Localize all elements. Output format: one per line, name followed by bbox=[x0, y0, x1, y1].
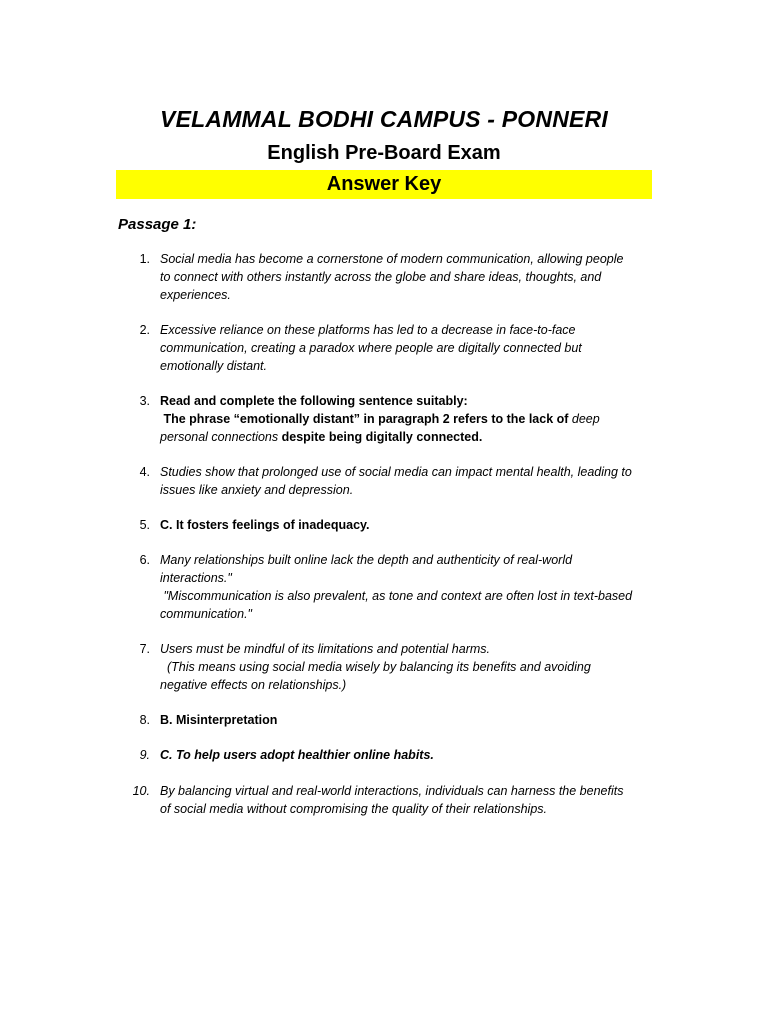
answer-text bbox=[160, 321, 660, 375]
answer-line: (This means using social media wisely by balancing its benefits and avoiding bbox=[160, 660, 591, 674]
answer-sentence-end: despite being digitally connected. bbox=[278, 430, 483, 444]
answer-number: 6. bbox=[139, 553, 150, 567]
answer-number: 4. bbox=[139, 465, 150, 479]
answer-key-banner: Answer Key bbox=[116, 170, 652, 199]
answer-number: 9. bbox=[139, 748, 150, 762]
answer-text bbox=[160, 516, 660, 534]
answer-line: Social media has become a cornerstone of modern communication, allowing people bbox=[160, 252, 624, 266]
answer-line: "Miscommunication is also prevalent, as tone and context are often lost in text-based bbox=[160, 589, 633, 603]
answer-line: C. It fosters feelings of inadequacy. bbox=[160, 518, 370, 532]
answer-text bbox=[160, 551, 660, 623]
answer-text bbox=[160, 711, 660, 729]
answer-line: By balancing virtual and real-world interactions, individuals can harness the benefits bbox=[160, 784, 624, 798]
answer-text bbox=[160, 746, 660, 764]
answer-number: 10. bbox=[132, 784, 150, 798]
answer-line: emotionally distant. bbox=[160, 359, 268, 373]
answer-text bbox=[160, 640, 660, 694]
answer-line: Many relationships built online lack the depth and authenticity of real-world bbox=[160, 553, 573, 567]
exam-title: English Pre-Board Exam bbox=[267, 142, 501, 164]
answer-sentence-start: The phrase “emotionally distant” in paragraph 2 refers to the lack of bbox=[160, 412, 572, 426]
answer-number: 7. bbox=[139, 642, 150, 656]
answer-text bbox=[160, 782, 660, 818]
answer-line: Studies show that prolonged use of social media can impact mental health, leading to bbox=[160, 465, 632, 479]
answer-fill-in: deep bbox=[571, 412, 600, 426]
answer-line: of social media without compromising the quality of their relationships. bbox=[160, 802, 547, 816]
answer-text bbox=[160, 392, 660, 446]
answer-number: 1. bbox=[139, 252, 150, 266]
answer-line: negative effects on relationships.) bbox=[160, 678, 347, 692]
answer-line: communication." bbox=[160, 607, 252, 621]
answer-line: C. To help users adopt healthier online habits. bbox=[160, 748, 434, 762]
answer-text bbox=[160, 250, 660, 304]
school-title: VELAMMAL BODHI CAMPUS - PONNERI bbox=[160, 106, 608, 132]
answer-number: 8. bbox=[139, 713, 150, 727]
answer-line: experiences. bbox=[160, 288, 231, 302]
answer-number: 5. bbox=[139, 518, 150, 532]
answer-instruction: Read and complete the following sentence suitably: bbox=[160, 394, 468, 408]
answer-line: Users must be mindful of its limitations and potential harms. bbox=[160, 642, 490, 656]
passage-heading: Passage 1: bbox=[118, 216, 197, 233]
answer-line: issues like anxiety and depression. bbox=[160, 483, 354, 497]
answer-number: 2. bbox=[139, 323, 150, 337]
answer-line: to connect with others instantly across the globe and share ideas, thoughts, and bbox=[160, 270, 602, 284]
answer-line: Excessive reliance on these platforms has led to a decrease in face-to-face bbox=[160, 323, 576, 337]
answer-fill-in: personal connections bbox=[160, 430, 279, 444]
answer-text bbox=[160, 463, 660, 499]
answer-line: communication, creating a paradox where people are digitally connected but bbox=[160, 341, 582, 355]
answer-number: 3. bbox=[139, 394, 150, 408]
answer-line: B. Misinterpretation bbox=[160, 713, 278, 727]
answer-line: interactions." bbox=[160, 571, 232, 585]
